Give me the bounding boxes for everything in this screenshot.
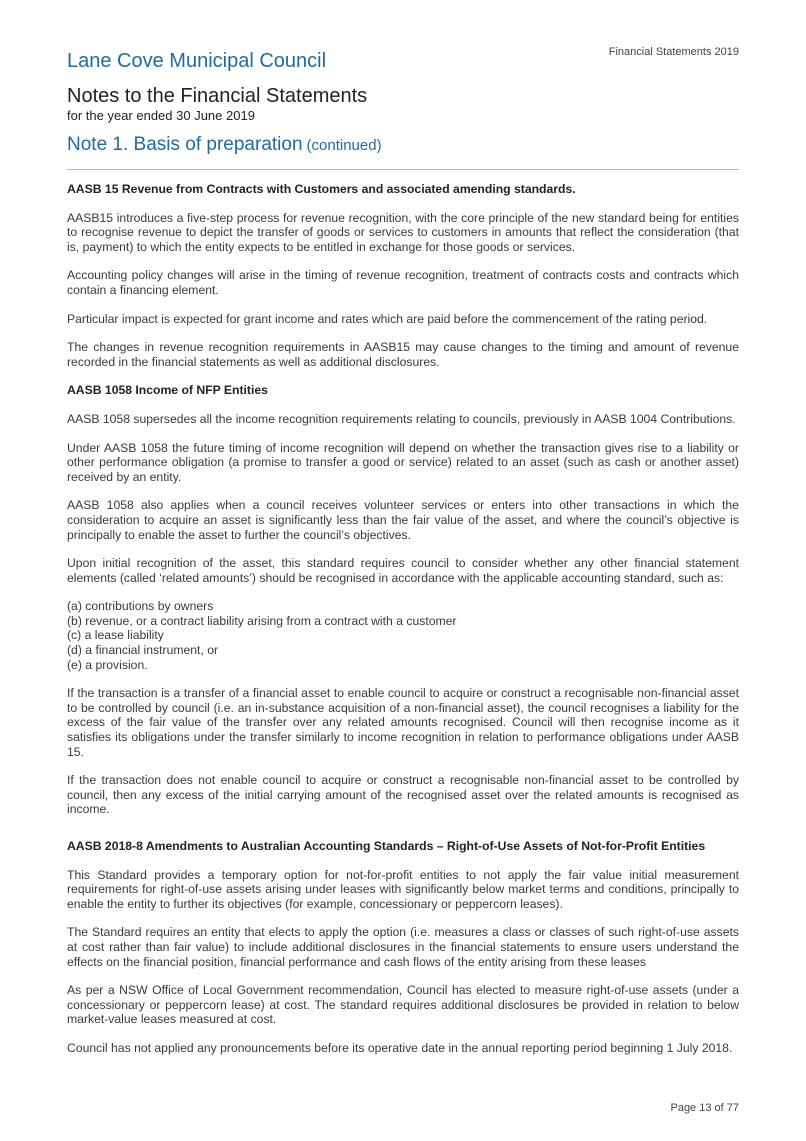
page-title: Notes to the Financial Statements bbox=[67, 85, 368, 107]
paragraph: This Standard provides a temporary option for not-for-profit entities to not apply the fair value initial measurement requirements for right-of-use assets arising under leases with significantly below market terms and conditions, principally to enable the entity to further its objectives (for example, concessionary or peppercorn leases). bbox=[67, 867, 739, 911]
paragraph: The Standard requires an entity that elects to apply the option (i.e. measures a class or classes of such right-of-use assets at cost rather than fair value) to include additional disclosures in the financial statements to ensure users understand the effects on the financial position, financial performance and cash flows of the entity arising from these leases bbox=[67, 925, 739, 969]
paragraph: Upon initial recognition of the asset, this standard requires council to consider whether any other financial statement elements (called ‘related amounts’) should be recognised in accordance with the applicable accounting standard, such as: bbox=[67, 556, 739, 585]
reporting-period: for the year ended 30 June 2019 bbox=[67, 108, 255, 123]
list-item: (d) a financial instrument, or bbox=[67, 643, 219, 658]
paragraph: Accounting policy changes will arise in the timing of revenue recognition, treatment of contracts costs and contracts which contain a financing element. bbox=[67, 268, 739, 297]
list-item: (e) a provision. bbox=[67, 657, 148, 672]
paragraph: If the transaction does not enable council to acquire or construct a recognisable non-financial asset to be controlled by council, then any excess of the initial carrying amount of the recognised asset over the related amounts is recognised as income. bbox=[67, 773, 739, 817]
note-continued-label: (continued) bbox=[306, 137, 382, 154]
note-heading bbox=[67, 134, 382, 156]
paragraph: Particular impact is expected for grant income and rates which are paid before the commencement of the rating period. bbox=[67, 311, 708, 326]
section-heading-aasb15: AASB 15 Revenue from Contracts with Customers and associated amending standards. bbox=[67, 182, 576, 196]
related-amounts-list bbox=[67, 599, 739, 672]
list-item: (a) contributions by owners bbox=[67, 599, 214, 614]
paragraph: Council has not applied any pronouncements before its operative date in the annual reporting period beginning 1 July 2018. bbox=[67, 1040, 733, 1055]
document-page bbox=[67, 0, 739, 1141]
paragraph: AASB15 introduces a five-step process for revenue recognition, with the core principle of the new standard being for entities to recognise revenue to depict the transfer of goods or services to customers in amounts that reflect the consideration (that is, payment) to which the entity expects to be entitled in exchange for those goods or services. bbox=[67, 210, 739, 254]
paragraph: AASB 1058 also applies when a council receives volunteer services or enters into other transactions in which the consideration to acquire an asset is significantly less than the fair value of the asset, and where the council’s objective is principally to enable the asset to further the council’s objectives. bbox=[67, 498, 739, 542]
page-number: Page 13 of 77 bbox=[670, 1102, 739, 1114]
paragraph: AASB 1058 supersedes all the income recognition requirements relating to councils, previously in AASB 1004 Contributions. bbox=[67, 411, 736, 426]
paragraph: Under AASB 1058 the future timing of income recognition will depend on whether the transaction gives rise to a liability or other performance obligation (a promise to transfer a good or service) related to an asset (such as cash or another asset) received by an entity. bbox=[67, 440, 739, 484]
notes-body bbox=[67, 182, 739, 1056]
section-heading-aasb1058: AASB 1058 Income of NFP Entities bbox=[67, 383, 268, 398]
list-item: (c) a lease liability bbox=[67, 628, 164, 643]
statement-label: Financial Statements 2019 bbox=[608, 46, 739, 58]
header-divider bbox=[67, 169, 739, 170]
paragraph: The changes in revenue recognition requirements in AASB15 may cause changes to the timing and amount of revenue recorded in the financial statements as well as additional disclosures. bbox=[67, 340, 739, 369]
paragraph: As per a NSW Office of Local Government recommendation, Council has elected to measure right-of-use assets (under a concessionary or peppercorn lease) at cost. The standard requires additional disclosures be provided in relation to below market-value leases measured at cost. bbox=[67, 983, 739, 1027]
list-item: (b) revenue, or a contract liability arising from a contract with a customer bbox=[67, 613, 457, 628]
council-name: Lane Cove Municipal Council bbox=[67, 50, 327, 72]
section-heading-aasb2018-8: AASB 2018-8 Amendments to Australian Accounting Standards – Right-of-Use Assets of Not-for-Profit Entities bbox=[67, 839, 706, 853]
paragraph: If the transaction is a transfer of a financial asset to enable council to acquire or construct a recognisable non-financial asset to be controlled by council (i.e. an in-substance acquisition of a non-financial asset), the council recognises a liability for the excess of the fair value of the transfer over any related amounts recognised. Council will then recognise income as it satisfies its obligations under the transfer similarly to income recognition in relation to performance obligations under AASB 15. bbox=[67, 686, 739, 759]
note-title: Note 1. Basis of preparation bbox=[67, 134, 303, 155]
